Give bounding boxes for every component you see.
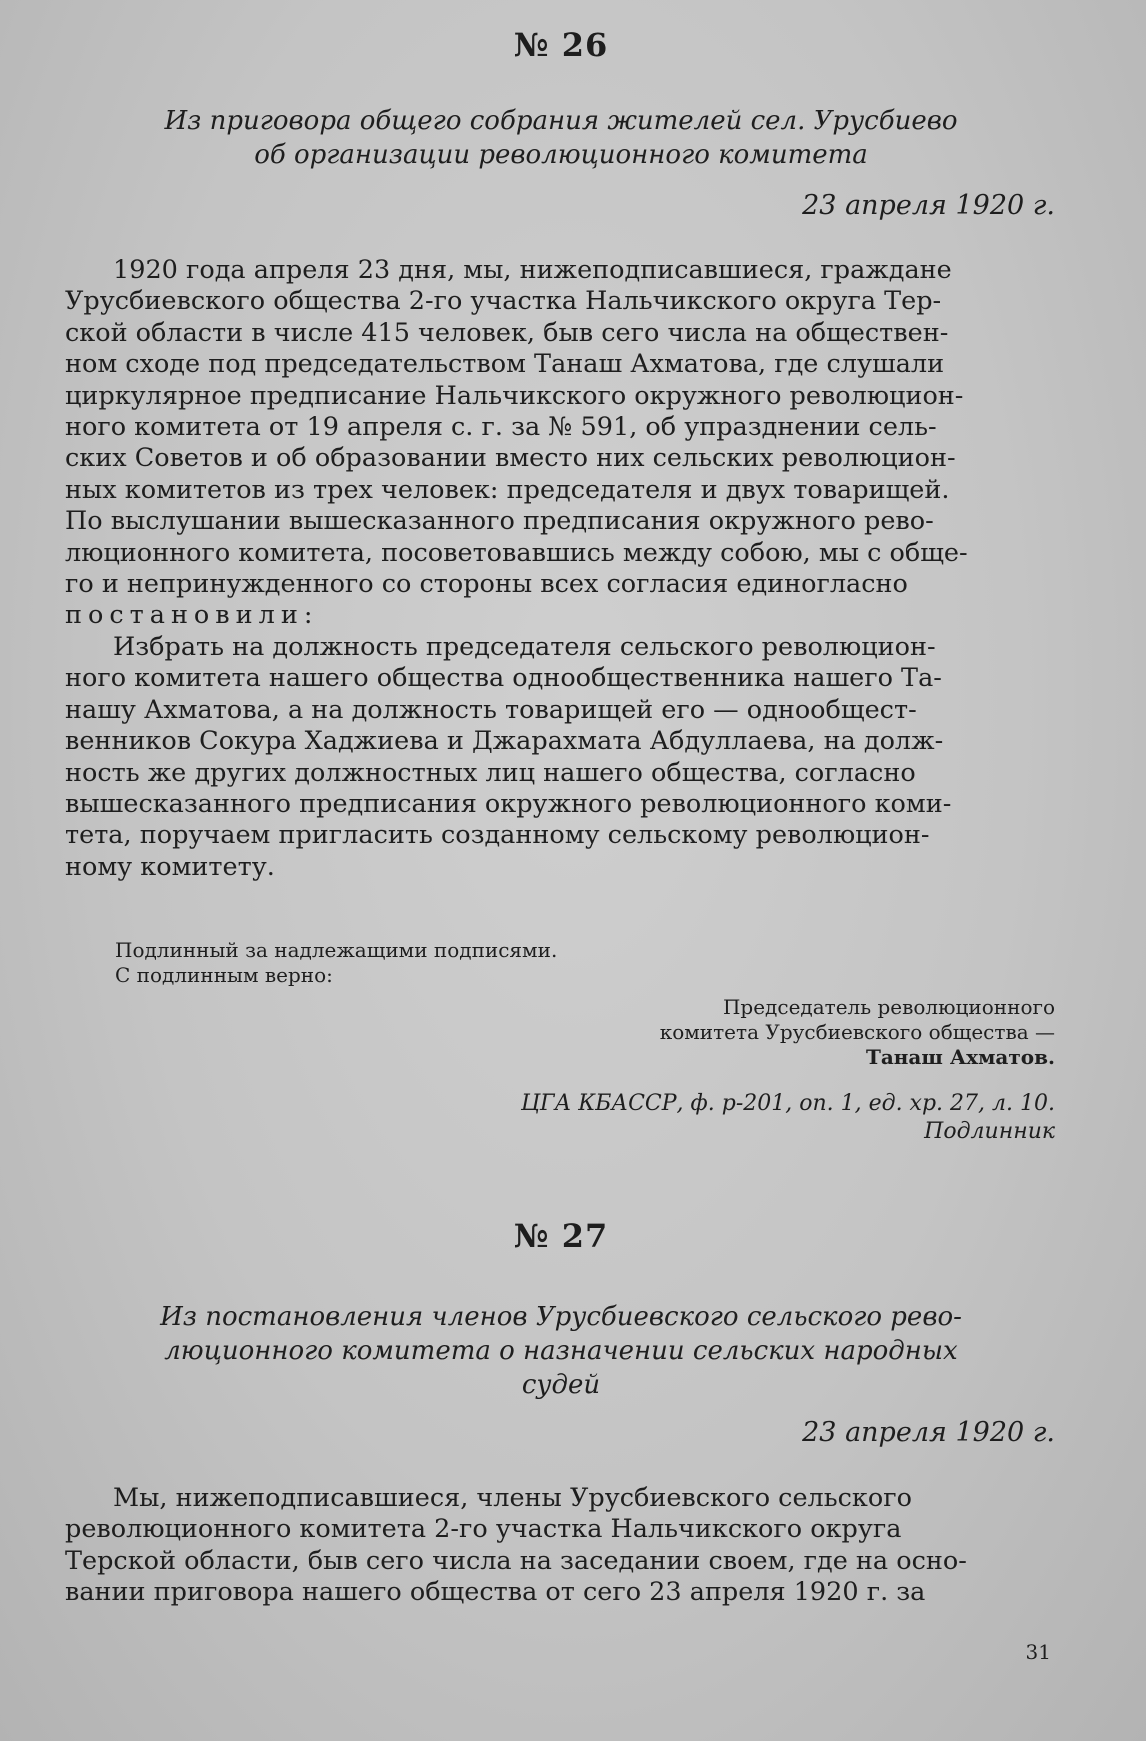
- doc-27-body: [65, 1483, 1057, 1609]
- body-line: ской области в числе 415 человек, быв сего числа на обществен-: [65, 317, 949, 348]
- body-line: Мы, нижеподписавшиеся, члены Урусбиевского сельского: [113, 1483, 912, 1513]
- authenticity-note: Подлинный за надлежащими подписями.: [115, 938, 558, 962]
- archive-reference: ЦГА КБАССР, ф. р-201, оп. 1, ед. хр. 27, л. 10.: [520, 1091, 1055, 1116]
- doc-27-title-line: судей: [521, 1370, 601, 1400]
- doc-27-title-line: Из постановления членов Урусбиевского сельского рево-: [160, 1302, 962, 1332]
- doc-26-archive: [65, 1090, 1055, 1146]
- archive-note: Подлинник: [924, 1119, 1055, 1144]
- doc-26-body: [65, 255, 1057, 883]
- certified-note: С подлинным верно:: [115, 963, 333, 987]
- resolved-word: постановили:: [65, 600, 319, 631]
- resolution-line: вышесказанного предписания окружного революционного коми-: [65, 788, 952, 819]
- body-line: Урусбиевского общества 2-го участка Нальчикского округа Тер-: [65, 286, 942, 317]
- body-line: ных комитетов из трех человек: председателя и двух товарищей.: [65, 474, 950, 505]
- doc-26-title-line: об организации революционного комитета: [254, 140, 868, 170]
- doc-27-title: [65, 1300, 1057, 1402]
- resolution-line: тета, поручаем пригласить созданному сельскому революцион-: [65, 820, 930, 851]
- body-line: революционного комитета 2-го участка Нальчикского округа: [65, 1514, 902, 1545]
- body-line: По выслушании вышесказанного предписания окружного рево-: [65, 506, 934, 537]
- body-line: Терской области, быв сего числа на заседании своем, где на осно-: [65, 1545, 967, 1576]
- doc-27-date: 23 апреля 1920 г.: [802, 1417, 1055, 1448]
- body-line: 1920 года апреля 23 дня, мы, нижеподписавшиеся, граждане: [113, 255, 952, 285]
- page-number: 31: [1025, 1640, 1051, 1664]
- body-line: ских Советов и об образовании вместо них сельских революцион-: [65, 443, 956, 474]
- doc-27-date-wrap: [65, 1417, 1055, 1448]
- doc-26-title: [65, 104, 1057, 172]
- document-27: [65, 1217, 1057, 1255]
- resolution-line: нашу Ахматова, а на должность товарищей его — однообщест-: [65, 694, 917, 725]
- body-line: вании приговора нашего общества от сего 23 апреля 1920 г. за: [65, 1577, 926, 1608]
- doc-26-number: № 26: [513, 26, 609, 64]
- resolution-line: венников Сокура Хаджиева и Джарахмата Абдуллаева, на долж-: [65, 726, 944, 757]
- resolution-line: ность же других должностных лиц нашего общества, согласно: [65, 757, 916, 788]
- body-line: циркулярное предписание Нальчикского окружного революцион-: [65, 380, 964, 411]
- body-line: го и непринужденного со стороны всех согласия единогласно: [65, 569, 908, 600]
- doc-26-date-wrap: [65, 190, 1055, 221]
- doc-27-title-line: люционного комитета о назначении сельских народных: [164, 1336, 958, 1366]
- signatory-name: Танаш Ахматов.: [865, 1045, 1055, 1069]
- signature-line: Председатель революционного: [722, 995, 1055, 1019]
- doc-26-attestation: [65, 938, 1057, 988]
- resolution-line: ному комитету.: [65, 851, 275, 882]
- signature-line: комитета Урусбиевского общества —: [659, 1020, 1055, 1044]
- body-line: ном сходе под председательством Танаш Ахматова, где слушали: [65, 349, 945, 380]
- doc-26-signature: [65, 995, 1055, 1070]
- resolution-line: Избрать на должность председателя сельского революцион-: [113, 631, 936, 662]
- document-26: [65, 26, 1057, 64]
- doc-26-title-line: Из приговора общего собрания жителей сел. Урусбиево: [164, 106, 958, 136]
- resolution-line: ного комитета нашего общества однообщественника нашего Та-: [65, 663, 942, 694]
- doc-27-number: № 27: [513, 1217, 609, 1255]
- body-line: ного комитета от 19 апреля с. г. за № 591, об упразднении сель-: [65, 412, 937, 443]
- body-line: люционного комитета, посоветовавшись между собою, мы с обще-: [65, 537, 968, 568]
- doc-26-date: 23 апреля 1920 г.: [802, 190, 1055, 221]
